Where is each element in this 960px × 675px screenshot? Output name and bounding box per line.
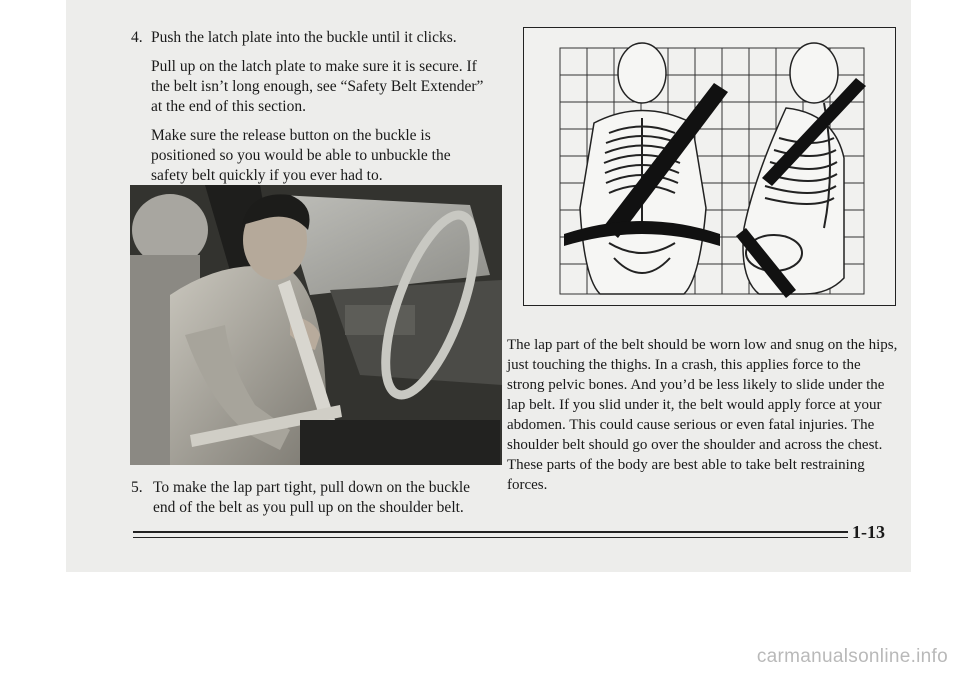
footer-rule-thin <box>133 537 848 538</box>
step-4-number: 4. <box>131 29 143 46</box>
page-number: 1-13 <box>852 522 885 542</box>
footer-rule-thick <box>133 531 848 533</box>
step-4-paragraph-1: Push the latch plate into the buckle until it clicks. <box>151 29 457 46</box>
skeleton-belt-diagram <box>523 27 896 306</box>
step-5-instructions <box>131 478 491 518</box>
watermark-text: carmanualsonline.info <box>756 646 948 667</box>
lap-belt-explanation <box>507 335 899 495</box>
step-5-paragraph: To make the lap part tight, pull down on the buckle end of the belt as you pull up on the shoulder belt. <box>153 479 471 516</box>
driver-buckling-photo <box>130 185 502 465</box>
step-4-instructions <box>131 28 491 195</box>
step-4-paragraph-3: Make sure the release button on the buckle is positioned so you would be able to unbuckle the safety belt quickly if you ever had to. <box>151 127 451 184</box>
step-5-number: 5. <box>131 479 143 496</box>
watermark <box>0 646 960 668</box>
driver-buckling-illustration <box>130 185 502 465</box>
lap-belt-paragraph: The lap part of the belt should be worn low and snug on the hips, just touching the thighs. In a crash, this applies force to the strong pelvic bones. And you’d be less likely to slide under the lap belt. If you slid under it, the belt would apply force at your abdomen. This could cause serious or even fatal injuries. The shoulder belt should go over the shoulder and across the chest. These parts of the body are best able to take belt restraining forces. <box>507 337 898 493</box>
belt-placement-illustration <box>524 28 894 304</box>
step-4-paragraph-2: Pull up on the latch plate to make sure it is secure. If the belt isn’t long enough, see “Safety Belt Extender” at the end of this section. <box>151 58 484 115</box>
